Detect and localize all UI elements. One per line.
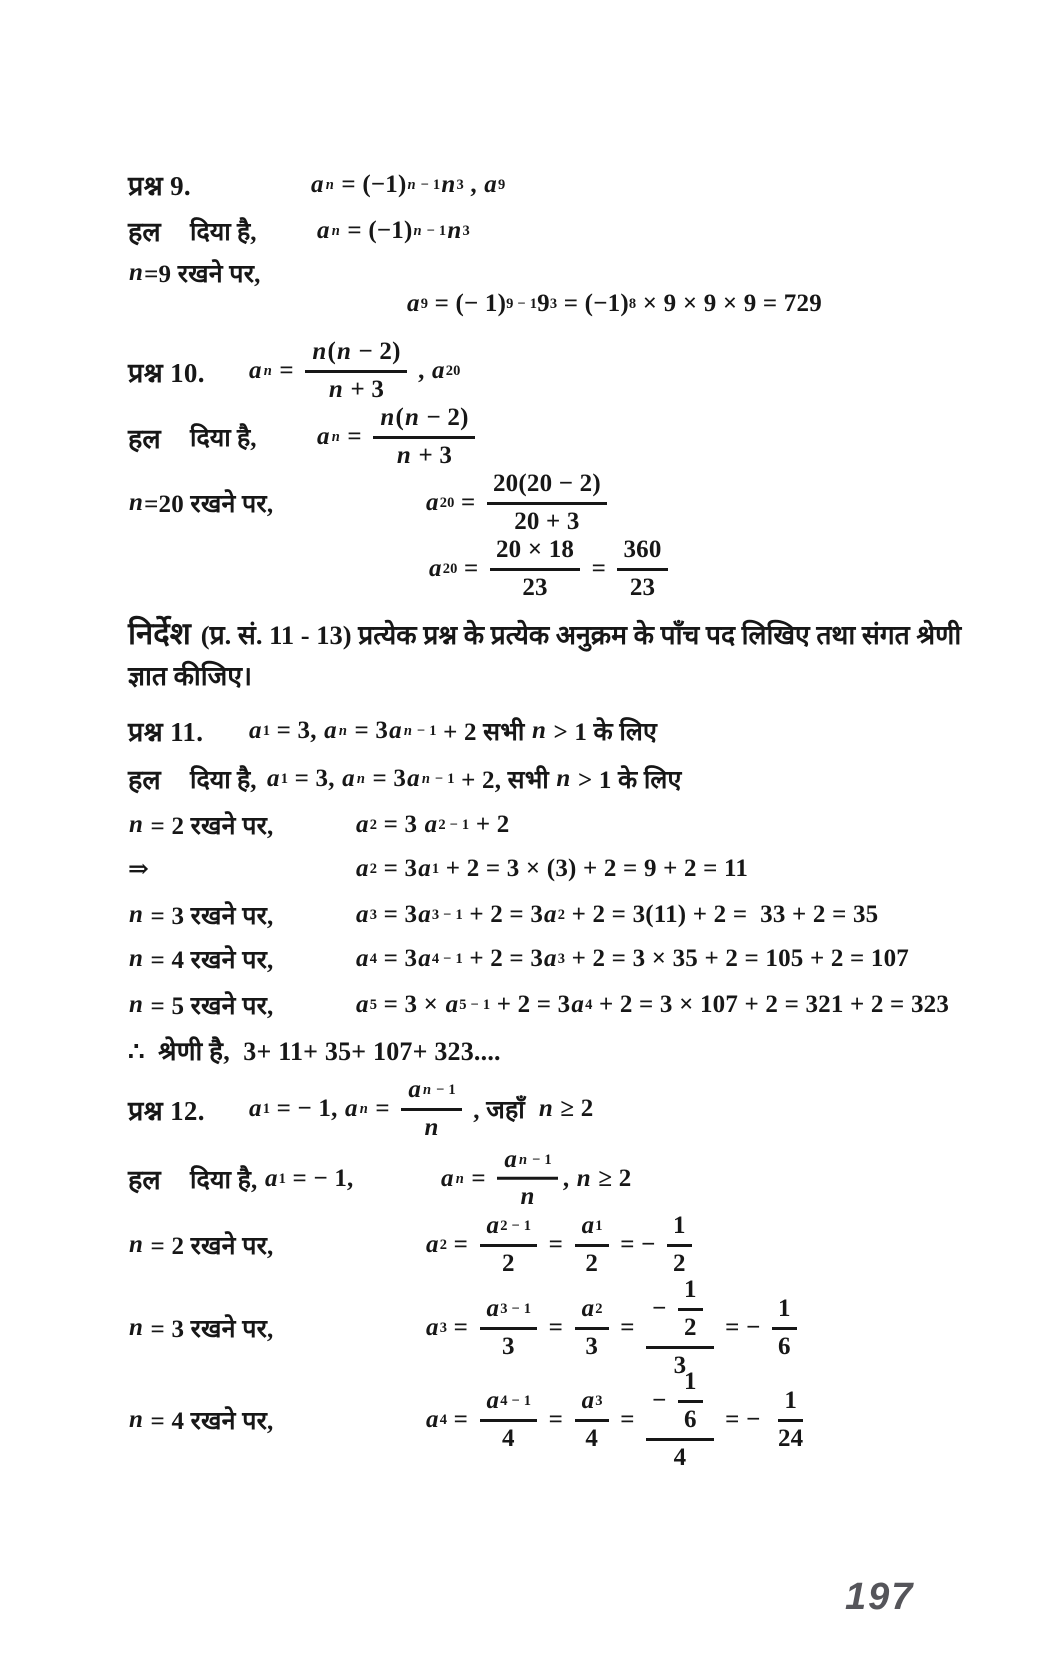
q10-step1-row (128, 470, 1017, 537)
q12-step1-label: n = 2 रखने पर, (129, 1231, 274, 1261)
q10-step2-row (128, 536, 1017, 603)
instruction-heading: निर्देश (128, 616, 191, 651)
q9-step-row (128, 290, 1017, 318)
q10-given-row (128, 404, 1017, 471)
q11-step5-label: n = 5 रखने पर, (129, 991, 274, 1020)
q11-step4-math: a 4 = 3 a 4 − 1 + 2 = 3 a 3 + 2 = 3 × 35 + 2 = 105 + 2 = 107 (356, 945, 909, 972)
q11-statement-math: a 1 = 3, a n = 3 a n − 1 + 2 सभी n > 1 के लिए (249, 716, 658, 746)
q9-given-prefix: दिया है, (190, 218, 257, 246)
q12-step2-label: n = 3 रखने पर, (129, 1314, 274, 1344)
q10-statement-row (128, 338, 1017, 405)
q9-statement-math: a n = (−1) n − 1 n 3 , a 9 (311, 170, 506, 198)
q11-heading: प्रश्न 11. (128, 717, 204, 747)
q9-given-row (128, 212, 1017, 249)
q11-step-row (128, 898, 1017, 932)
q9-step-math: a 9 = (− 1) 9 − 1 9 3 = (−1) 8 × 9 × 9 × 9 = 729 (407, 290, 822, 317)
q11-step3-math: a 3 = 3 a 3 − 1 + 2 = 3 a 2 + 2 = 3(11) + 2 = 33 + 2 = 35 (356, 901, 879, 928)
q12-step-row (128, 1212, 1017, 1279)
q9-substitution-label-row (128, 256, 1017, 290)
q10-step1-label: n =20 रखने पर, (129, 489, 274, 519)
q11-conclusion-row (128, 1032, 1017, 1068)
instruction-paragraph (128, 612, 1000, 696)
q11-step-row (128, 942, 1017, 976)
q12-statement-row (128, 1076, 1017, 1143)
q11-given-prefix: दिया है, (190, 766, 257, 794)
q10-given-math: a n = n ( n − 2) n + 3 (316, 404, 480, 471)
q11-step3-label: n = 3 रखने पर, (129, 901, 274, 930)
q11-given-math: a 1 = 3, a n = 3 a n − 1 + 2, सभी n > 1 के लिए (267, 764, 682, 794)
q12-statement-math: a 1 = − 1, a n = a n − 1 n , जहाँ n ≥ 2 (249, 1076, 594, 1141)
q9-solution-label: हल (128, 217, 161, 247)
q12-solution-label: हल (128, 1165, 161, 1195)
q11-step2-math: a 2 = 3 a 1 + 2 = 3 × (3) + 2 = 9 + 2 = 11 (356, 855, 749, 882)
q10-given-prefix: दिया है, (190, 425, 257, 453)
page-number: 197 (845, 1576, 915, 1618)
q9-statement-row (128, 166, 1017, 203)
q10-heading: प्रश्न 10. (128, 357, 205, 388)
q12-given-left-math: दिया है, a 1 = − 1, (190, 1164, 354, 1194)
q10-statement-math: a n = n ( n − 2) n + 3 , a 20 (249, 338, 461, 403)
q9-given-math: a n = (−1) n − 1 n 3 (317, 216, 470, 244)
q9-substitution-label: n =9 रखने पर, (129, 259, 261, 288)
instruction-row (128, 612, 1017, 696)
q11-step4-label: n = 4 रखने पर, (129, 945, 274, 974)
q9-heading: प्रश्न 9. (128, 171, 191, 201)
q11-statement-row (128, 712, 1017, 749)
q12-given-row (128, 1145, 1017, 1210)
q11-solution-label: हल (128, 765, 161, 795)
q12-step1-math: a 2 = a 2 − 1 2 = a 1 2 = − $\frac{1}{2}$ (425, 1212, 697, 1279)
q12-step2-math: a 3 = a 3 − 1 3 = a 2 3 = − $\frac{1}{2}$ 3 = − $\frac{1}{6}$ (425, 1276, 802, 1380)
q12-step-row (128, 1276, 1017, 1380)
q10-solution-label: हल (128, 423, 161, 454)
q11-given-row (128, 760, 1017, 797)
q12-step3-math: a 4 = a 4 − 1 4 = a 3 4 = − $\frac{1}{6}$ 4 = − $\frac{1}{24}$ (426, 1368, 804, 1471)
q11-step-row (128, 854, 1017, 884)
q11-step1-math: a 2 = 3 a 2 − 1 + 2 (356, 811, 510, 838)
q10-step1-math: a 20 = $\frac{20(20 - 2)}{20 + 3}$ (425, 470, 612, 537)
q12-step3-label: n = 4 रखने पर, (129, 1406, 274, 1436)
q11-step5-math: a 5 = 3 × a 5 − 1 + 2 = 3 a 4 + 2 = 3 × 107 + 2 = 321 + 2 = 323 (356, 991, 950, 1018)
q11-step2-label: ⇒ (128, 856, 150, 883)
q11-step-row (128, 808, 1017, 842)
q11-series-result: ∴ श्रेणी है, 3+ 11+ 35+ 107+ 323.... (128, 1037, 501, 1066)
q12-heading: प्रश्न 12. (128, 1095, 205, 1126)
q11-step1-label: n = 2 रखने पर, (129, 811, 274, 840)
instruction-text: (प्र. सं. 11 - 13) प्रत्येक प्रश्न के प्रत्येक अनुक्रम के पाँच पद लिखिए तथा संगत श्रेणी ज्ञात कीजिए। (128, 620, 962, 691)
q12-step-row (128, 1368, 1017, 1472)
q10-step2-math: a 20 = $\frac{20 \times 18}{23}$ = $\frac{360}{23}$ (428, 536, 673, 603)
q11-step-row (128, 988, 1017, 1022)
q12-given-right-math: a n = a n − 1 n , n ≥ 2 (441, 1145, 632, 1210)
